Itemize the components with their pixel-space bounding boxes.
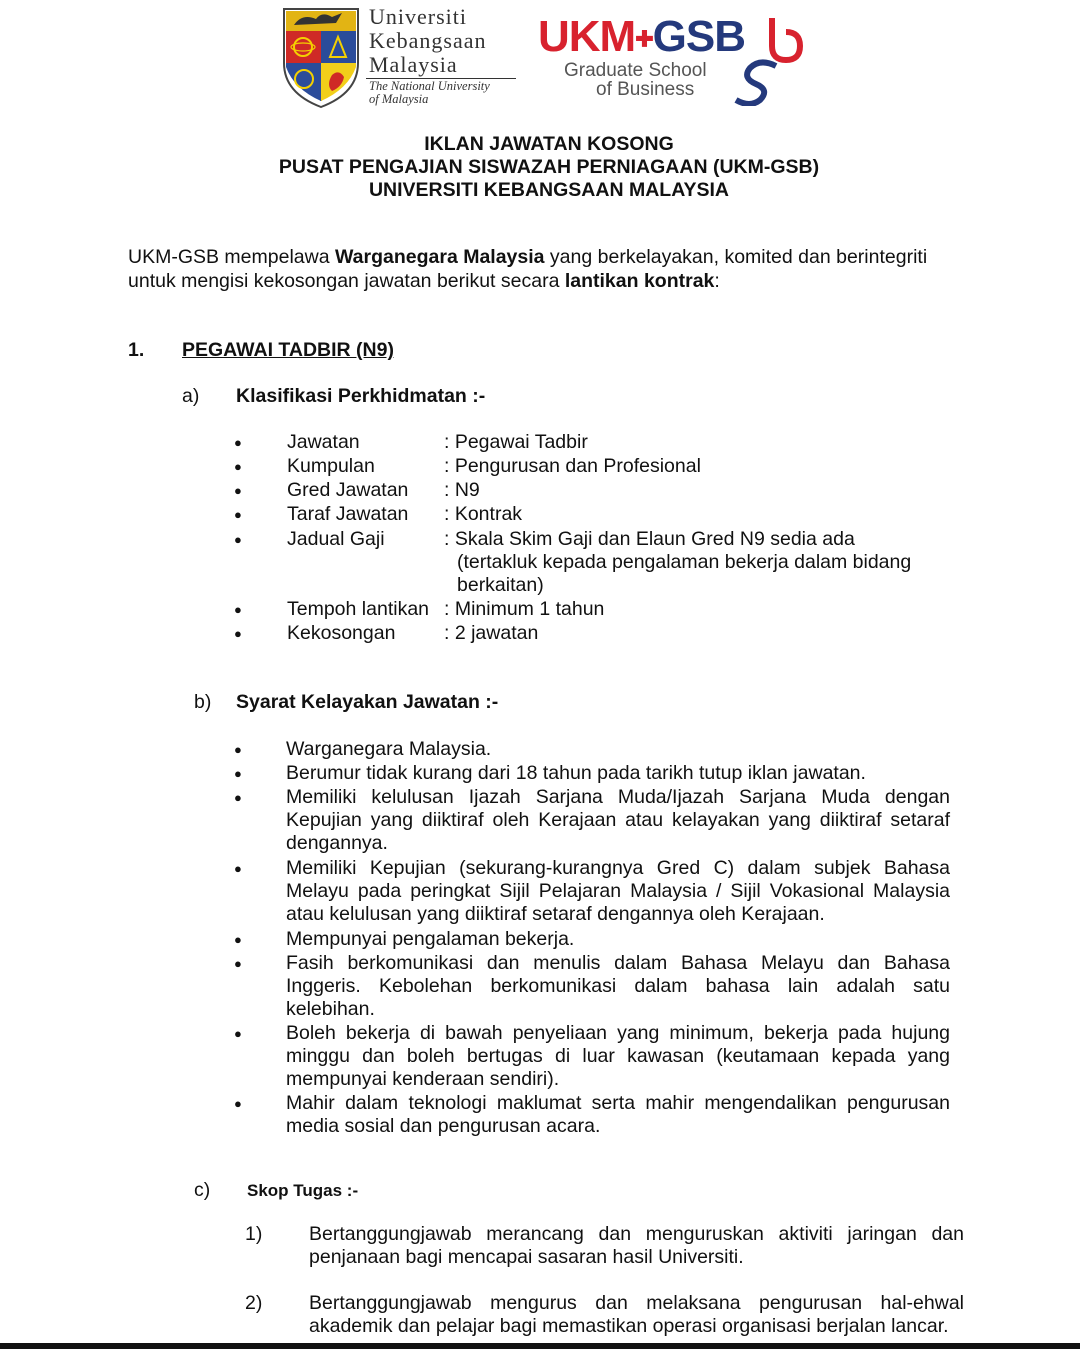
bullet-dot: ● (234, 766, 242, 781)
bullet-dot: ● (234, 861, 242, 876)
ukm-tagline-line1: The National University (369, 79, 490, 93)
classification-label: Kumpulan (287, 455, 375, 477)
classification-label: Taraf Jawatan (287, 503, 409, 525)
section-a-marker: a) (182, 385, 200, 407)
intro-line1-c: yang berkelayakan, komited dan berintegriti (544, 246, 928, 268)
gsb-brand-plus: ✚ (635, 26, 653, 52)
title-line2: PUSAT PENGAJIAN SISWAZAH PERNIAGAAN (UKM-GSB) (278, 156, 820, 178)
gsb-swirl-mark-icon (732, 14, 804, 106)
ukm-tagline-line2: of Malaysia (369, 92, 429, 106)
requirement-line: mempunyai kenderaan sendiri). (286, 1068, 560, 1090)
intro-highlight-citizen: Warganegara Malaysia (334, 246, 545, 268)
classification-label: Gred Jawatan (287, 479, 409, 501)
ukm-name-line1-text: Universiti (369, 4, 467, 29)
duty-line: penjanaan bagi mencapai sasaran hasil Universiti. (309, 1246, 744, 1268)
duty-number: 1) (245, 1223, 263, 1245)
intro-line2 (128, 270, 948, 294)
section-c-heading: Skop Tugas :- (247, 1181, 359, 1200)
duty-number: 2) (245, 1292, 263, 1314)
ukm-crest-logo (280, 5, 362, 109)
section-b-heading: Syarat Kelayakan Jawatan :- (236, 691, 499, 713)
bullet-dot: ● (234, 435, 242, 450)
classification-label: Jawatan (287, 431, 360, 453)
bullet-dot: ● (234, 932, 242, 947)
bullet-dot: ● (234, 459, 242, 474)
classification-value-continued: (tertakluk kepada pengalaman bekerja dalam bidang (457, 551, 912, 573)
bullet-dot: ● (234, 1096, 242, 1111)
classification-value: : 2 jawatan (444, 622, 539, 644)
bullet-dot: ● (234, 602, 242, 617)
requirement-line: Boleh bekerja di bawah penyeliaan yang minimum, bekerja pada hujung (286, 1022, 950, 1044)
bullet-dot: ● (234, 507, 242, 522)
intro-line2-c: : (714, 270, 720, 292)
requirement-line: kelebihan. (286, 998, 375, 1020)
classification-value: : N9 (444, 479, 480, 501)
gsb-brand-left: UKM (538, 12, 636, 61)
ukm-name-line1 (369, 4, 467, 30)
bullet-dot: ● (234, 626, 242, 641)
requirement-line: dengannya. (286, 832, 388, 854)
classification-value: : Minimum 1 tahun (444, 598, 605, 620)
title-line3: UNIVERSITI KEBANGSAAN MALAYSIA (368, 179, 730, 201)
classification-value: : Kontrak (444, 503, 523, 525)
classification-value: : Pengurusan dan Profesional (444, 455, 701, 477)
duty-line: Bertanggungjawab mengurus dan melaksana pengurusan hal-ehwal (309, 1292, 964, 1314)
bullet-dot: ● (234, 790, 242, 805)
intro-line2-a: untuk mengisi kekosongan jawatan berikut secara (128, 270, 565, 292)
classification-value: : Skala Skim Gaji dan Elaun Gred N9 sedia ada (444, 528, 855, 550)
gsb-sub-line1: Graduate School (564, 60, 707, 81)
ukm-name-line2 (369, 28, 487, 54)
bullet-dot: ● (234, 483, 242, 498)
ukm-name-line3-text: Malaysia (369, 52, 458, 77)
ukm-name-line2-text: Kebangsaan (369, 28, 487, 53)
ukm-gsb-brand (538, 14, 745, 62)
duty-line: akademik dan pelajar bagi memastikan operasi organisasi berjalan lancar. (309, 1315, 949, 1337)
section-a-heading: Klasifikasi Perkhidmatan :- (236, 385, 486, 407)
requirement-line: Mempunyai pengalaman bekerja. (286, 928, 575, 950)
requirement-line: Inggeris. Kebolehan berkomunikasi dalam bahasa lain adalah satu (286, 975, 950, 997)
position-number: 1. (128, 339, 145, 361)
position-title: PEGAWAI TADBIR (N9) (182, 339, 394, 361)
section-c-marker: c) (194, 1179, 211, 1201)
section-b-marker: b) (194, 691, 212, 713)
requirement-line: Memiliki kelulusan Ijazah Sarjana Muda/Ijazah Sarjana Muda dengan (286, 786, 950, 808)
bullet-dot: ● (234, 742, 242, 757)
requirement-line: Fasih berkomunikasi dan menulis dalam Bahasa Melayu dan Bahasa (286, 952, 950, 974)
duty-line: Bertanggungjawab merancang dan menguruskan aktiviti jaringan dan (309, 1223, 964, 1245)
gsb-brand-right: GSB (652, 12, 745, 61)
requirement-line: atau kelulusan yang diiktiraf setaraf dengannya oleh Kerajaan. (286, 903, 825, 925)
classification-value-continued: berkaitan) (457, 574, 544, 596)
requirement-line: Kepujian yang diiktiraf oleh Kerajaan atau kelayakan yang diiktiraf setaraf (286, 809, 950, 831)
intro-line1 (128, 246, 948, 270)
requirement-line: Berumur tidak kurang dari 18 tahun pada tarikh tutup iklan jawatan. (286, 762, 866, 784)
requirement-line: Warganegara Malaysia. (286, 738, 492, 760)
classification-label: Kekosongan (287, 622, 396, 644)
bullet-dot: ● (234, 956, 242, 971)
bullet-dot: ● (234, 532, 242, 547)
title-line1: IKLAN JAWATAN KOSONG (424, 133, 674, 155)
requirement-line: media sosial dan pengurusan acara. (286, 1115, 601, 1137)
classification-label: Jadual Gaji (287, 528, 385, 550)
bullet-dot: ● (234, 1026, 242, 1041)
requirement-line: Melayu pada peringkat Sijil Pelajaran Malaysia / Sijil Vokasional Malaysia (286, 880, 950, 902)
requirement-line: Memiliki Kepujian (sekurang-kurangnya Gred C) dalam subjek Bahasa (286, 857, 950, 879)
ukm-name-line3 (369, 52, 458, 78)
intro-highlight-contract: lantikan kontrak (564, 270, 715, 292)
classification-value: : Pegawai Tadbir (444, 431, 588, 453)
intro-line1-a: UKM-GSB mempelawa (128, 246, 335, 268)
requirement-line: Mahir dalam teknologi maklumat serta mahir mengendalikan pengurusan (286, 1092, 950, 1114)
bottom-border (0, 1343, 1080, 1349)
classification-label: Tempoh lantikan (287, 598, 430, 620)
requirement-line: minggu dan boleh bertugas di luar kawasan (keutamaan kepada yang (286, 1045, 950, 1067)
gsb-sub-line2: of Business (596, 79, 695, 100)
